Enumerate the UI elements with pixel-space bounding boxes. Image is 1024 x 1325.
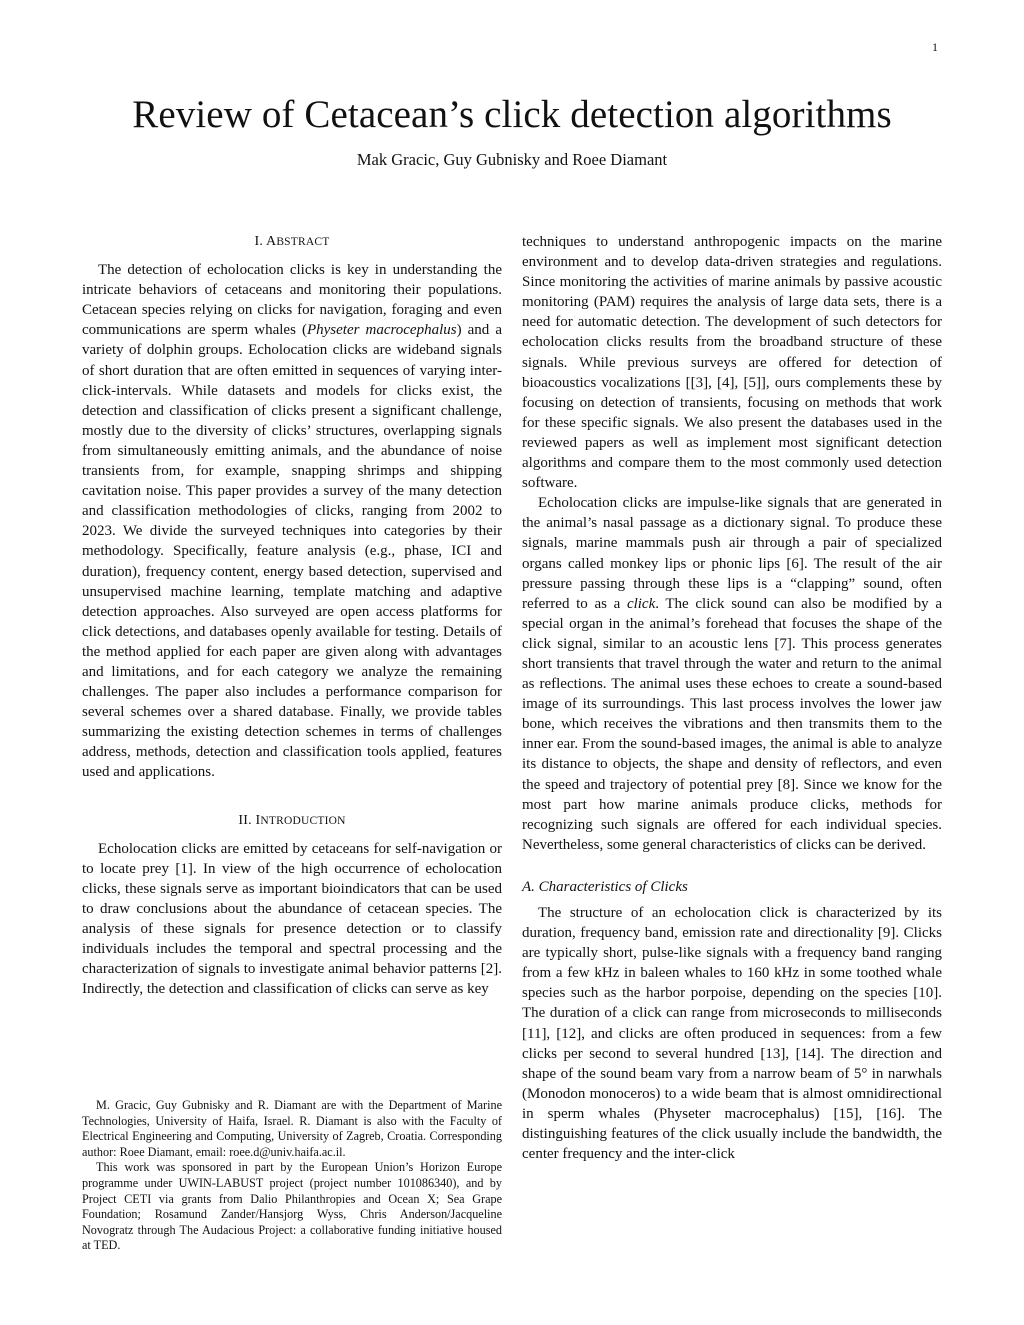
- intro-p2-click-word: click: [626, 595, 656, 612]
- introduction-heading: [82, 811, 502, 831]
- characteristics-heading: A. Characteristics of Clicks: [522, 878, 688, 895]
- introduction-paragraph-2: [522, 493, 942, 855]
- abstract-text-part-2: ) and a variety of dolphin groups. Echolocation clicks are wideband signals of short duration that are often emitted in sequences of varying inter-click-intervals. While datasets and models for clicks exist, the detection and classification of clicks present a significant challenge, mostly due to the diversity of clicks’ structures, overlapping signals from simultaneously emitting animals, and the abundance of noise transients from, for example, snapping shrimps and shipping cavitation noise. This paper provides a survey of the many detection and classification methodologies of clicks, ranging from 2002 to 2023. We divide the surveyed techniques into categories by their methodology. Specifically, feature analysis (e.g., phase, ICI and duration), frequency content, energy based detection, supervised and unsupervised machine learning, template matching and adaptive detection approaches. Also surveyed are open access platforms for click detections, and databases openly available for testing. Details of the method applied for each paper are given along with advantages and limitations, and for each category we analyze the remaining challenges. The paper also includes a performance comparison for several schemes over a shared database. Finally, we provide tables summarizing the existing detection schemes in terms of challenges address, methods, detection and classification tools applied, features used and applications.: [82, 322, 503, 781]
- page-number: 1: [932, 40, 938, 54]
- introduction-heading-number: II.: [238, 812, 256, 828]
- intro-p2-part-1: Echolocation clicks are impulse-like signals that are generated in the animal’s nasal passage as a dictionary signal. To produce these signals, marine mammals push air through a pair of specialized organs called monkey lips or phonic lips [6]. The result of the air pressure passing through these lips is a “clapping” sound, often referred to as a: [522, 495, 942, 612]
- abstract-heading-number: I.: [254, 234, 266, 249]
- abstract-text-part-1: The detection of echolocation clicks is key in understanding the intricate behaviors of cetaceans and monitoring their populations. Cetacean species relying on clicks for navigation, foraging and even communications are sperm whales (: [82, 262, 502, 339]
- intro-p2-part-2: . The click sound can also be modified by a special organ in the animal’s forehead that focuses the shape of the click signal, similar to an acoustic lens [7]. This process generates short transients that travel through the water and return to the animal as reflections. The animal uses these echoes to create a sound-based image of its surroundings. This last process involves the lower jaw bone, which receives the vibrations and then transmits them to the inner ear. From the sound-based images, the animal is able to analyze its distance to objects, the shape and density of reflectors, and even the speed and trajectory of potential prey [8]. Since we know for the most part how marine animals produce clicks, methods for recognizing such signals are offered for each individual species. Nevertheless, some general characteristics of clicks can be derived.: [522, 595, 942, 853]
- footnote: [82, 1098, 502, 1254]
- abstract-paragraph: [82, 260, 502, 782]
- introduction-paragraph-1: Echolocation clicks are emitted by cetaceans for self-navigation or to locate prey [1]. In view of the high occurrence of echolocation clicks, these signals serve as important bioindicators that can be used to draw conclusions about the abundance of cetacean species. The analysis of these signals for presence detection or to classify individuals includes the temporal and spectral processing and the characterization of signals to investigate animal behavior patterns [2]. Indirectly, the detection and classification of clicks can serve as key: [82, 840, 502, 998]
- right-column: [522, 232, 942, 1164]
- introduction-heading-initial: I: [255, 812, 261, 828]
- abstract-heading-initial: A: [266, 234, 277, 249]
- paper-title: Review of Cetacean’s click detection algorithms: [132, 93, 892, 136]
- introduction-heading-rest: NTRODUCTION: [260, 814, 346, 827]
- footnote-funding: This work was sponsored in part by the European Union’s Horizon Europe programme under UWIN-LABUST project (project number 101086340), and by Project CETI via grants from Dalio Philanthropies and Ocean X; Sea Grape Foundation; Rosamund Zander/Hansjorg Wyss, Chris Anderson/Jacqueline Novogratz through The Audacious Project: a collaborative funding initiative housed at TED.: [82, 1160, 502, 1253]
- abstract-species-name: Physeter macrocephalus: [306, 322, 457, 339]
- author-list: Mak Gracic, Guy Gubnisky and Roee Diamant: [356, 150, 668, 169]
- characteristics-paragraph-1: The structure of an echolocation click is characterized by its duration, frequency band, emission rate and directionality [9]. Clicks are typically short, pulse-like signals with a frequency band ranging from a few kHz in baleen whales to 160 kHz in some toothed whale species such as the harbor porpoise, depending on the species [10]. The duration of a click can range from microseconds to milliseconds [11], [12], and clicks are often produced in sequences: from a few clicks per second to several hundred [13], [14]. The direction and shape of the sound beam vary from a narrow beam of 5° in narwhals (Monodon monoceros) to a wide beam that is almost omnidirectional in sperm whales (Physeter macrocephalus) [15], [16]. The distinguishing features of the click usually include the bandwidth, the center frequency and the inter-click: [522, 905, 942, 1163]
- left-column: [82, 232, 502, 999]
- footnote-affiliations: M. Gracic, Guy Gubnisky and R. Diamant are with the Department of Marine Technologies, University of Haifa, Israel. R. Diamant is also with the Faculty of Electrical Engineering and Computing, University of Zagreb, Croatia. Corresponding author: Roee Diamant, email: roee.d@univ.haifa.ac.il.: [82, 1098, 502, 1159]
- introduction-paragraph-1-continued: techniques to understand anthropogenic impacts on the marine environment and to develop data-driven strategies and regulations. Since monitoring the activities of marine animals by passive acoustic monitoring (PAM) requires the analysis of large data sets, there is a need for automatic detection. The development of such detectors for echolocation clicks results from the broadband structure of these signals. While previous surveys are offered for detection of bioacoustics vocalizations [[3], [4], [5]], ours complements these by focusing on detection of transients, focusing on methods that work for these specific signals. We also present the databases used in the reviewed papers as well as implement most significant detection algorithms and compare them to the most commonly used detection software.: [522, 234, 942, 492]
- abstract-heading-rest: BSTRACT: [276, 236, 330, 248]
- abstract-heading: [82, 232, 502, 252]
